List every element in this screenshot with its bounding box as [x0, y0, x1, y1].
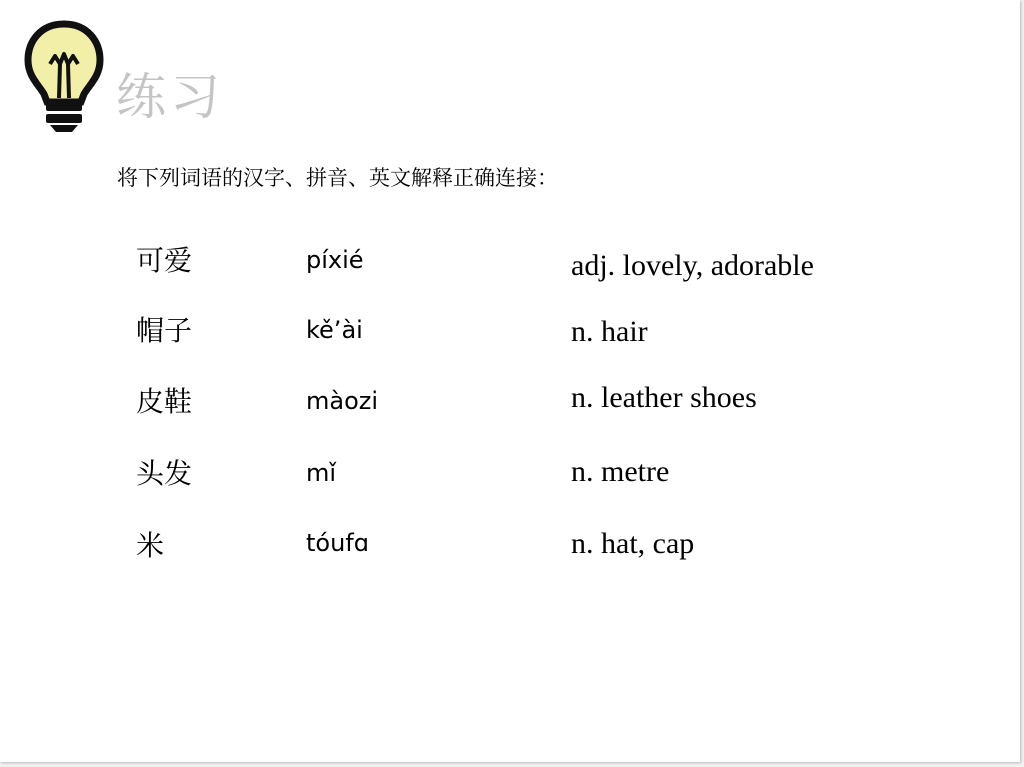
pinyin-item: mǐ — [306, 459, 337, 487]
hanzi-item: 帽子 — [136, 314, 193, 347]
english-item: n. metre — [571, 455, 670, 488]
english-item: n. hat, cap — [571, 527, 695, 560]
pinyin-item: píxié — [306, 246, 364, 274]
hanzi-item: 头发 — [136, 457, 193, 490]
lightbulb-icon — [22, 18, 106, 134]
hanzi-item: 可爱 — [136, 244, 193, 277]
pinyin-item: kě’ài — [306, 316, 363, 344]
english-item: n. leather shoes — [571, 381, 757, 414]
hanzi-item: 米 — [136, 529, 165, 562]
pinyin-item: tóufɑ — [306, 529, 369, 557]
english-item: n. hair — [571, 315, 648, 348]
hanzi-item: 皮鞋 — [136, 385, 193, 418]
english-item: adj. lovely, adorable — [571, 249, 814, 282]
slide-title: 练习 — [116, 68, 224, 126]
instruction-text: 将下列词语的汉字、拼音、英文解释正确连接： — [117, 166, 558, 190]
pinyin-item: màozi — [306, 387, 379, 415]
